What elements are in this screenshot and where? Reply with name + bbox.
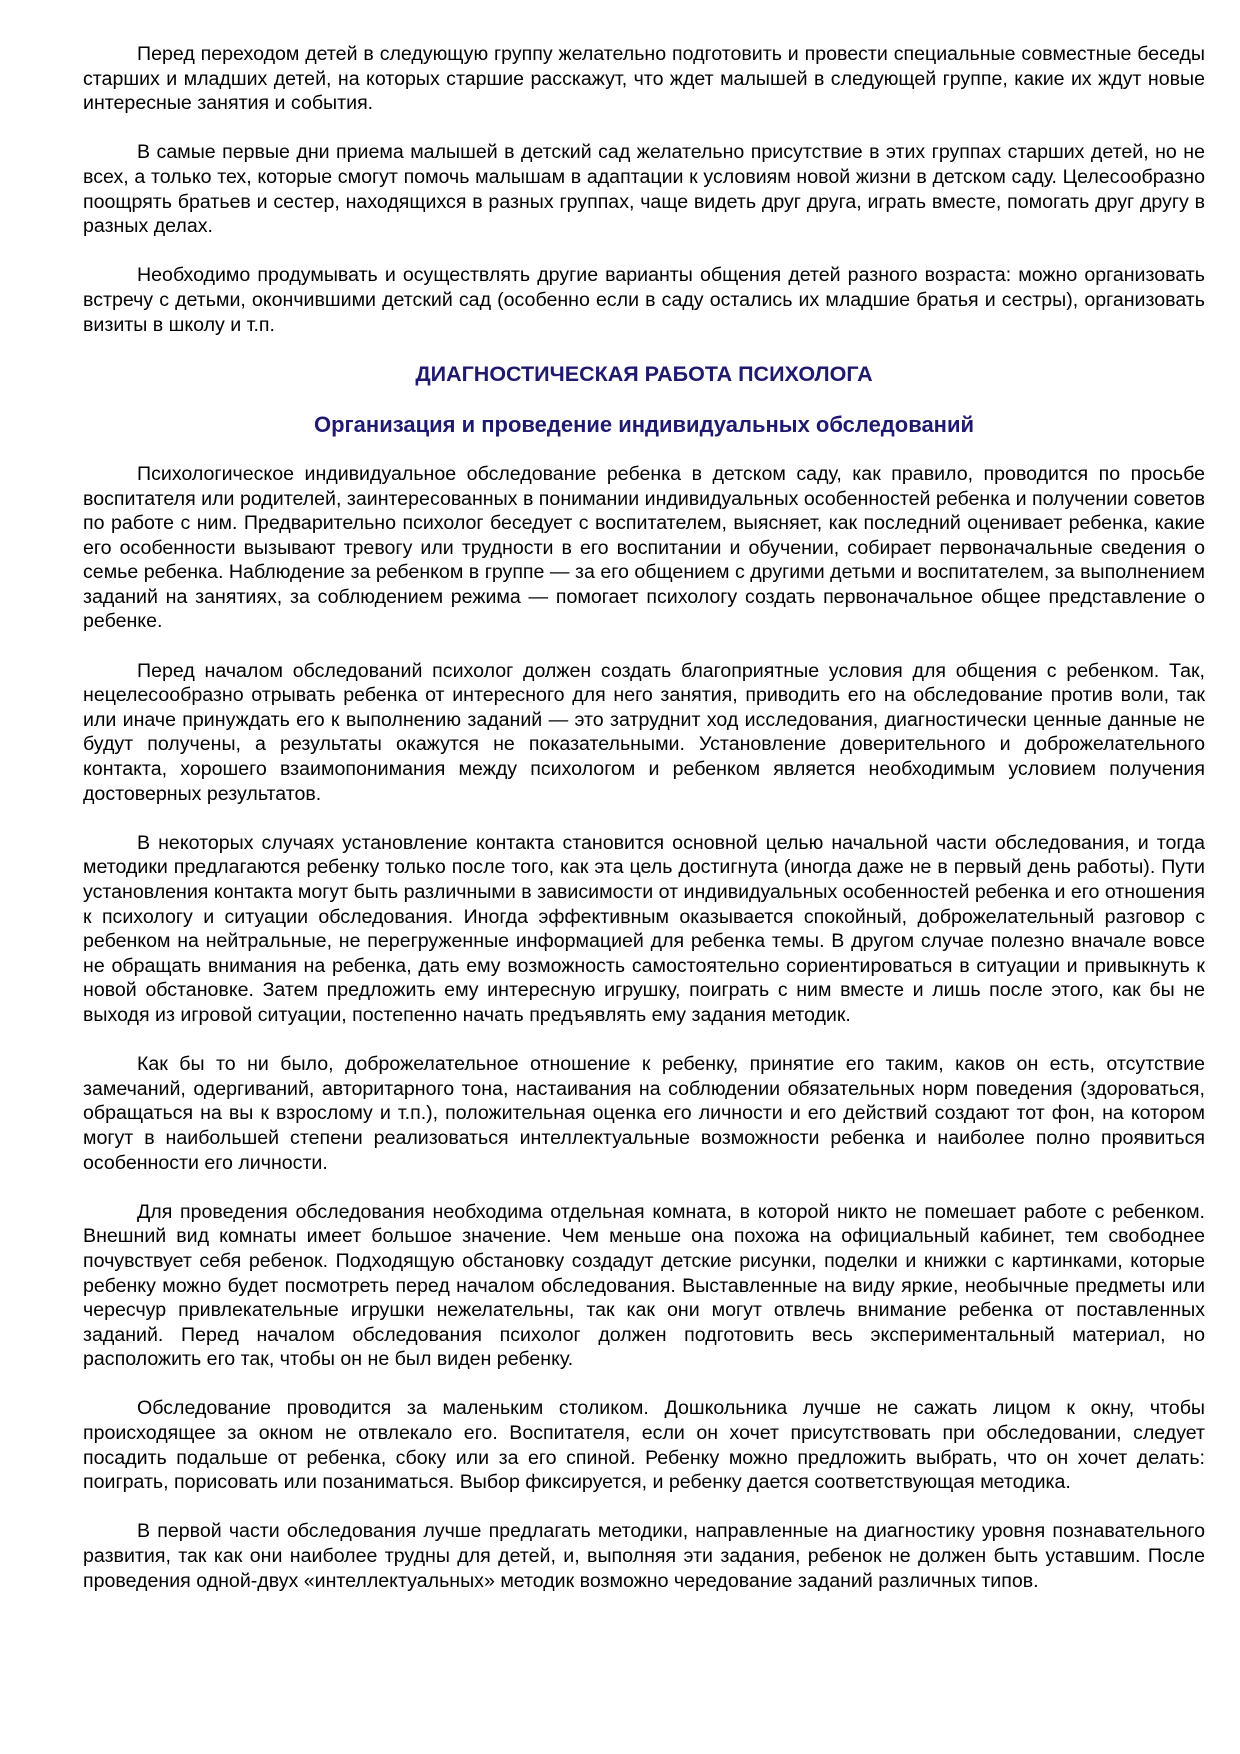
paragraph: Необходимо продумывать и осуществлять другие варианты общения детей разного возраста: можно организовать встречу с детьми, окончившими детский сад (особенно если в саду остались их младшие братья и сестры), организовать визиты в школу и т.п.: [83, 264, 1205, 336]
document-page: [83, 42, 1205, 1593]
paragraph: В самые первые дни приема малышей в детский сад желательно присутствие в этих группах старших детей, но не всех, а только тех, которые смогут помочь малышам в адаптации к условиям новой жизни в детском саду. Целесообразно поощрять братьев и сестер, находящихся в разных группах, чаще видеть друг друга, играть вместе, помогать друг другу в разных делах.: [83, 141, 1205, 238]
paragraph: Перед началом обследований психолог должен создать благоприятные условия для общения с ребенком. Так, нецелесообразно отрывать ребенка от интересного для него занятия, приводить его на обследование против воли, так или иначе принуждать его к выполнению заданий — это затруднит ход исследования, диагностически ценные данные не будут получены, а результаты окажутся не показательными. Установление доверительного и доброжелательного контакта, хорошего взаимопонимания между психологом и ребенком является необходимым условием получения достоверных результатов.: [83, 659, 1205, 805]
paragraph: В первой части обследования лучше предлагать методики, направленные на диагностику уровня познавательного развития, так как они наиболее трудны для детей, и, выполняя эти задания, ребенок не должен быть уставшим. После проведения одной-двух «интеллектуальных» методик возможно чередование заданий различных типов.: [83, 1520, 1205, 1592]
paragraph: Как бы то ни было, доброжелательное отношение к ребенку, принятие его таким, каков он есть, отсутствие замечаний, одергиваний, авторитарного тона, настаивания на соблюдении обязательных норм поведения (здороваться, обращаться на вы к взрослому и т.п.), положительная оценка его личности и его действий создают тот фон, на котором могут в наибольшей степени реализоваться интеллектуальные возможности ребенка и наиболее полно проявиться особенности его личности.: [83, 1053, 1205, 1174]
section-title: ДИАГНОСТИЧЕСКАЯ РАБОТА ПСИХОЛОГА: [415, 361, 873, 386]
paragraph: Для проведения обследования необходима отдельная комната, в которой никто не помешает работе с ребенком. Внешний вид комнаты имеет большое значение. Чем меньше она похожа на официальный кабинет, тем свободнее почувствует себя ребенок. Подходящую обстановку создадут детские рисунки, поделки и книжки с картинками, которые ребенку можно будет посмотреть перед началом обследования. Выставленные на виду яркие, необычные предметы или чересчур привлекательные игрушки нежелательны, так как они могут отвлечь внимание ребенка от поставленных заданий. Перед началом обследования психолог должен подготовить весь экспериментальный материал, но расположить его так, чтобы он не был виден ребенку.: [83, 1200, 1205, 1371]
paragraph: Перед переходом детей в следующую группу желательно подготовить и провести специальные совместные беседы старших и младших детей, на которых старшие расскажут, что ждет малышей в следующей группе, какие их ждут новые интересные занятия и события.: [83, 43, 1205, 115]
paragraph: Обследование проводится за маленьким столиком. Дошкольника лучше не сажать лицом к окну, чтобы происходящее за окном не отвлекало его. Воспитателя, если он хочет присутствовать при обследовании, следует посадить подальше от ребенка, сбоку или за его спиной. Ребенку можно предложить выбрать, что он хочет делать: поиграть, порисовать или позаниматься. Выбор фиксируется, и ребенку дается соответствующая методика.: [83, 1397, 1205, 1494]
paragraph: Психологическое индивидуальное обследование ребенка в детском саду, как правило, проводится по просьбе воспитателя или родителей, заинтересованных в понимании индивидуальных особенностей ребенка и получении советов по работе с ним. Предварительно психолог беседует с воспитателем, выясняет, как последний оценивает ребенка, какие его особенности вызывают тревогу или трудности в его воспитании и обучении, собирает первоначальные сведения о семье ребенка. Наблюдение за ребенком в группе — за его общением с другими детьми и воспитателем, за выполнением заданий на занятиях, за соблюдением режима — помогает психологу создать первоначальное общее представление о ребенке.: [83, 462, 1205, 633]
paragraph: В некоторых случаях установление контакта становится основной целью начальной части обследования, и тогда методики предлагаются ребенку только после того, как эта цель достигнута (иногда даже не в первый день работы). Пути установления контакта могут быть различными в зависимости от индивидуальных особенностей ребенка и его отношения к психологу и ситуации обследования. Иногда эффективным оказывается спокойный, доброжелательный разговор с ребенком на нейтральные, не перегруженные информацией для ребенка темы. В другом случае полезно вначале вовсе не обращать внимания на ребенка, дать ему возможность самостоятельно сориентироваться в ситуации и привыкнуть к новой обстановке. Затем предложить ему интересную игрушку, поиграть с ним вместе и лишь после этого, как бы не выходя из игровой ситуации, постепенно начать предъявлять ему задания методик.: [83, 831, 1205, 1026]
subsection-title: Организация и проведение индивидуальных обследований: [313, 412, 975, 438]
